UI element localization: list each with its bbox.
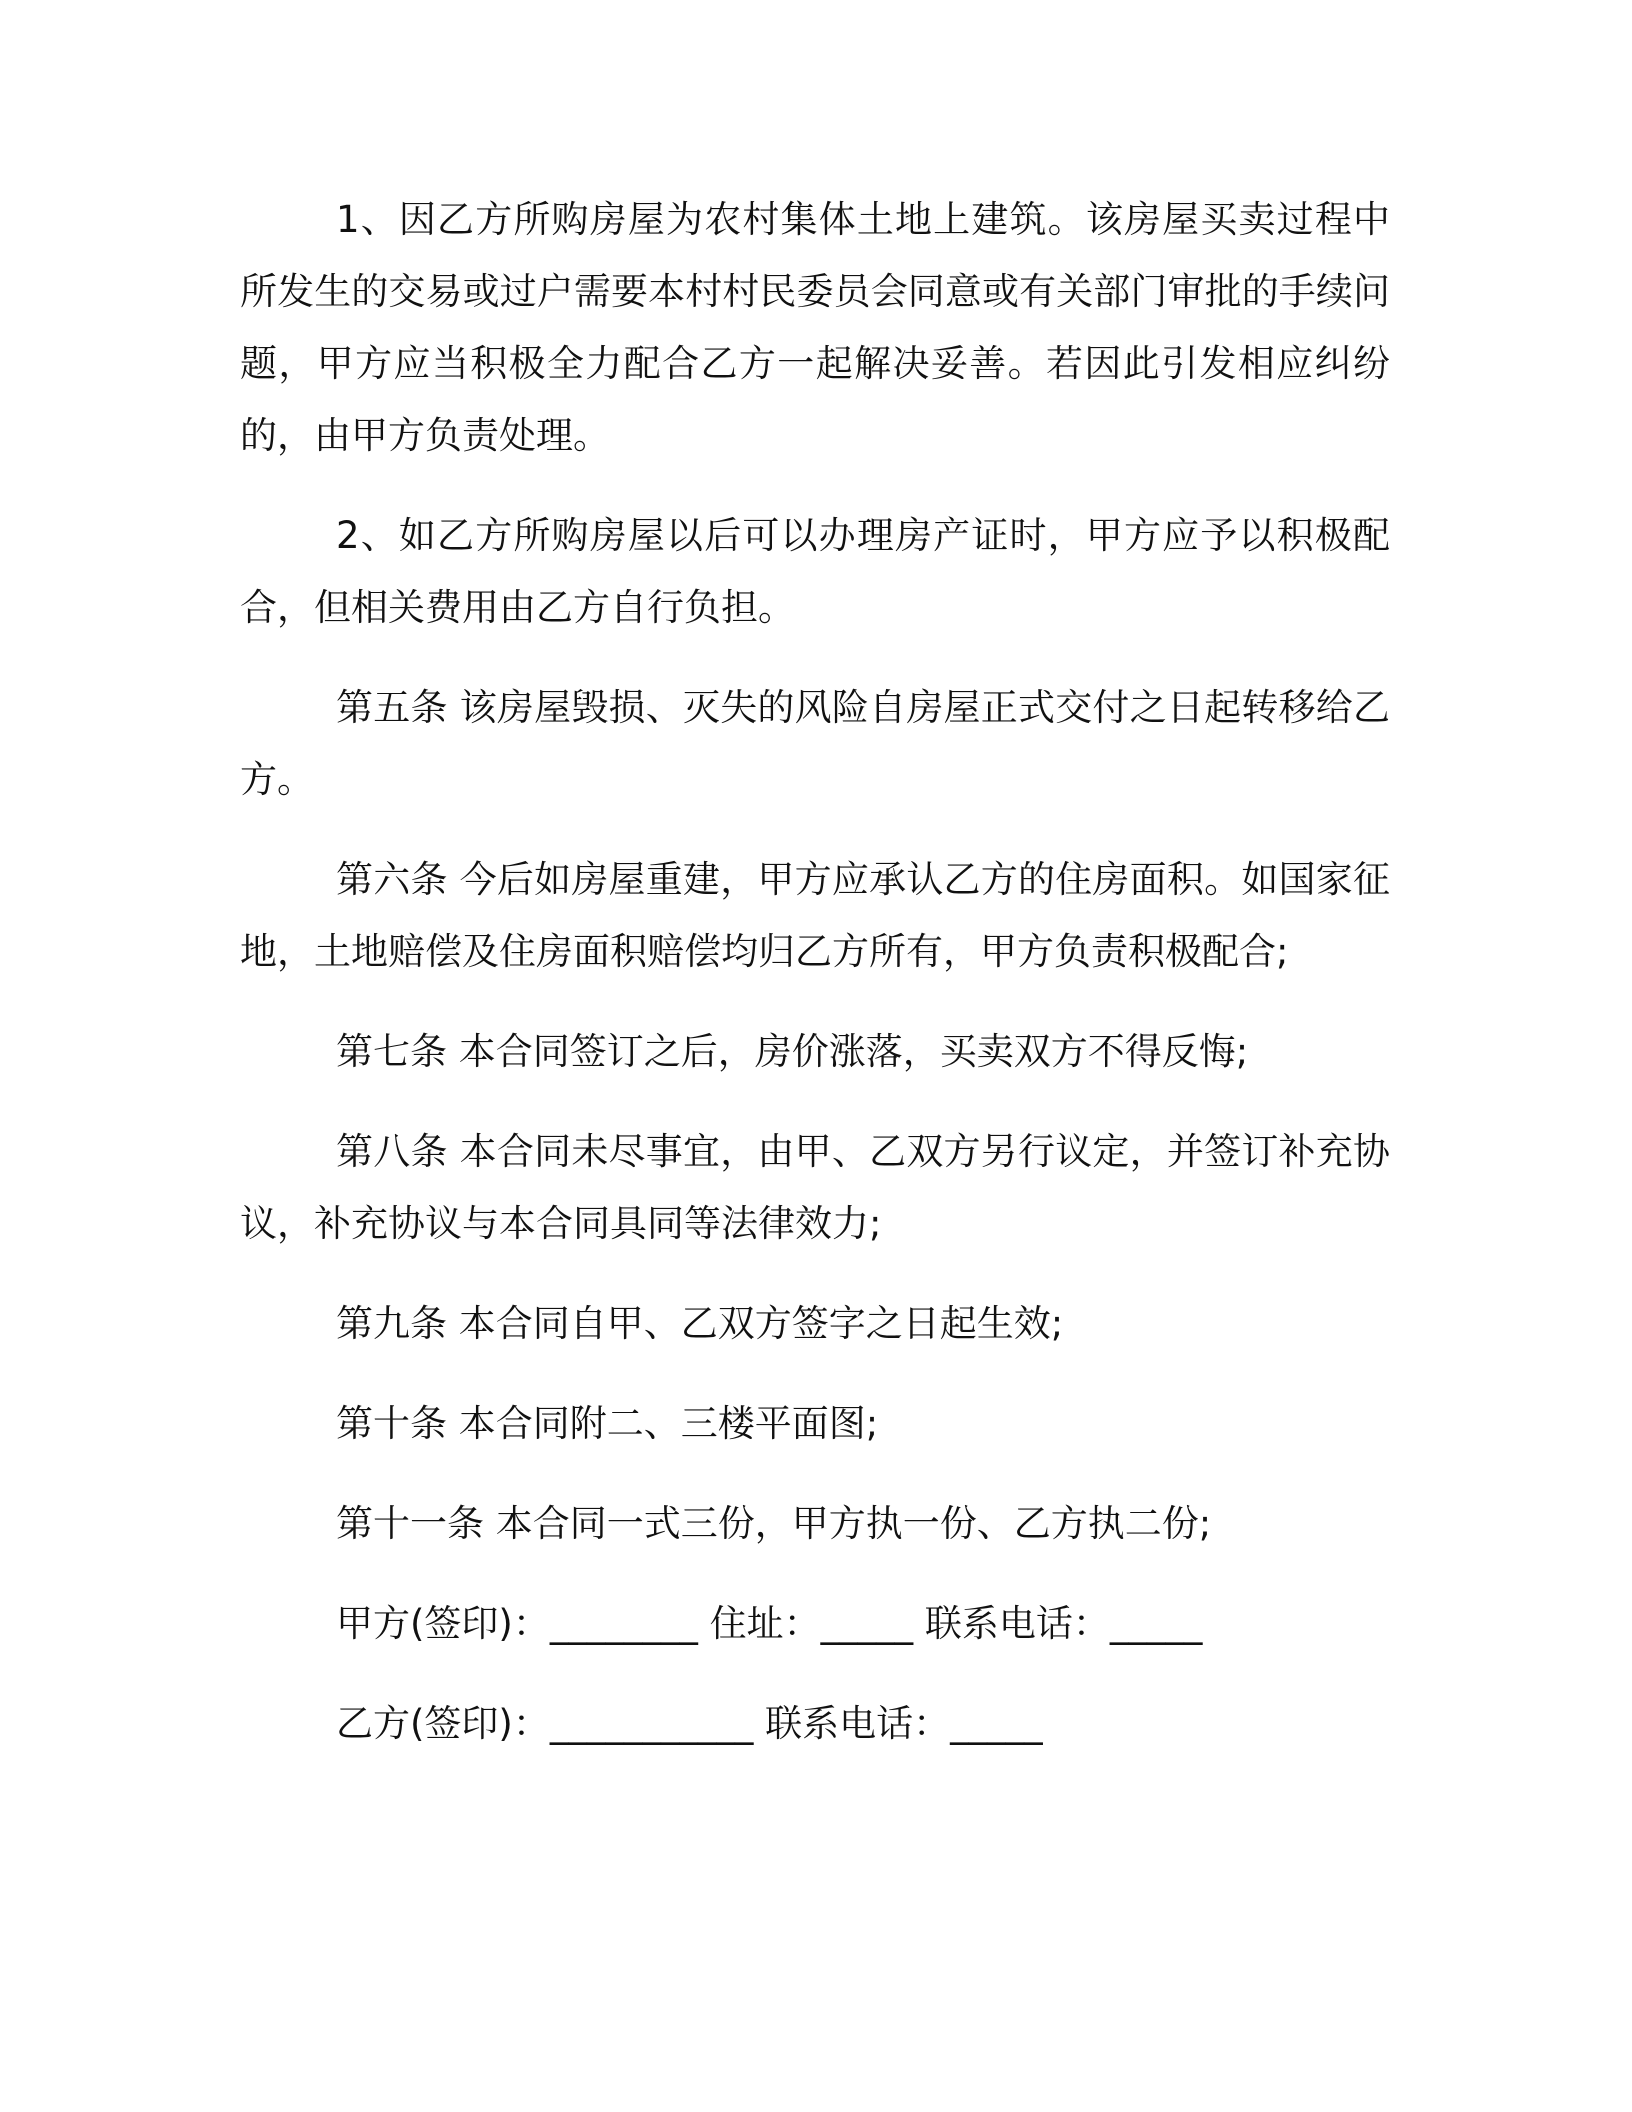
clause-paragraph: 第十一条 本合同一式三份，甲方执一份、乙方执二份; — [336, 1502, 1212, 1545]
clause-paragraph: 第八条 本合同未尽事宜，由甲、乙双方另行议定，并签订补充协议，补充协议与本合同具同等法律效力; — [240, 1130, 1390, 1245]
party-a-signature-line: 甲方(签印)：________ 住址：_____ 联系电话：_____ — [336, 1602, 1203, 1645]
clause-paragraph: 第七条 本合同签订之后，房价涨落，买卖双方不得反悔; — [336, 1030, 1249, 1073]
clause-paragraph: 第九条 本合同自甲、乙双方签字之日起生效; — [336, 1302, 1064, 1345]
clause-paragraph: 第十条 本合同附二、三楼平面图; — [336, 1402, 879, 1445]
clause-paragraph: 第五条 该房屋毁损、灭失的风险自房屋正式交付之日起转移给乙方。 — [240, 686, 1390, 801]
clause-paragraph: 1、因乙方所购房屋为农村集体土地上建筑。该房屋买卖过程中所发生的交易或过户需要本村村民委员会同意或有关部门审批的手续问题，甲方应当积极全力配合乙方一起解决妥善。若因此引发相应纠纷的，由甲方负责处理。 — [240, 198, 1390, 457]
contract-body — [240, 184, 1390, 1788]
clause-paragraph: 第六条 今后如房屋重建，甲方应承认乙方的住房面积。如国家征地，土地赔偿及住房面积赔偿均归乙方所有，甲方负责积极配合; — [240, 858, 1390, 973]
party-b-signature-line: 乙方(签印)：___________ 联系电话：_____ — [336, 1702, 1043, 1745]
clause-paragraph: 2、如乙方所购房屋以后可以办理房产证时，甲方应予以积极配合，但相关费用由乙方自行负担。 — [240, 514, 1390, 629]
